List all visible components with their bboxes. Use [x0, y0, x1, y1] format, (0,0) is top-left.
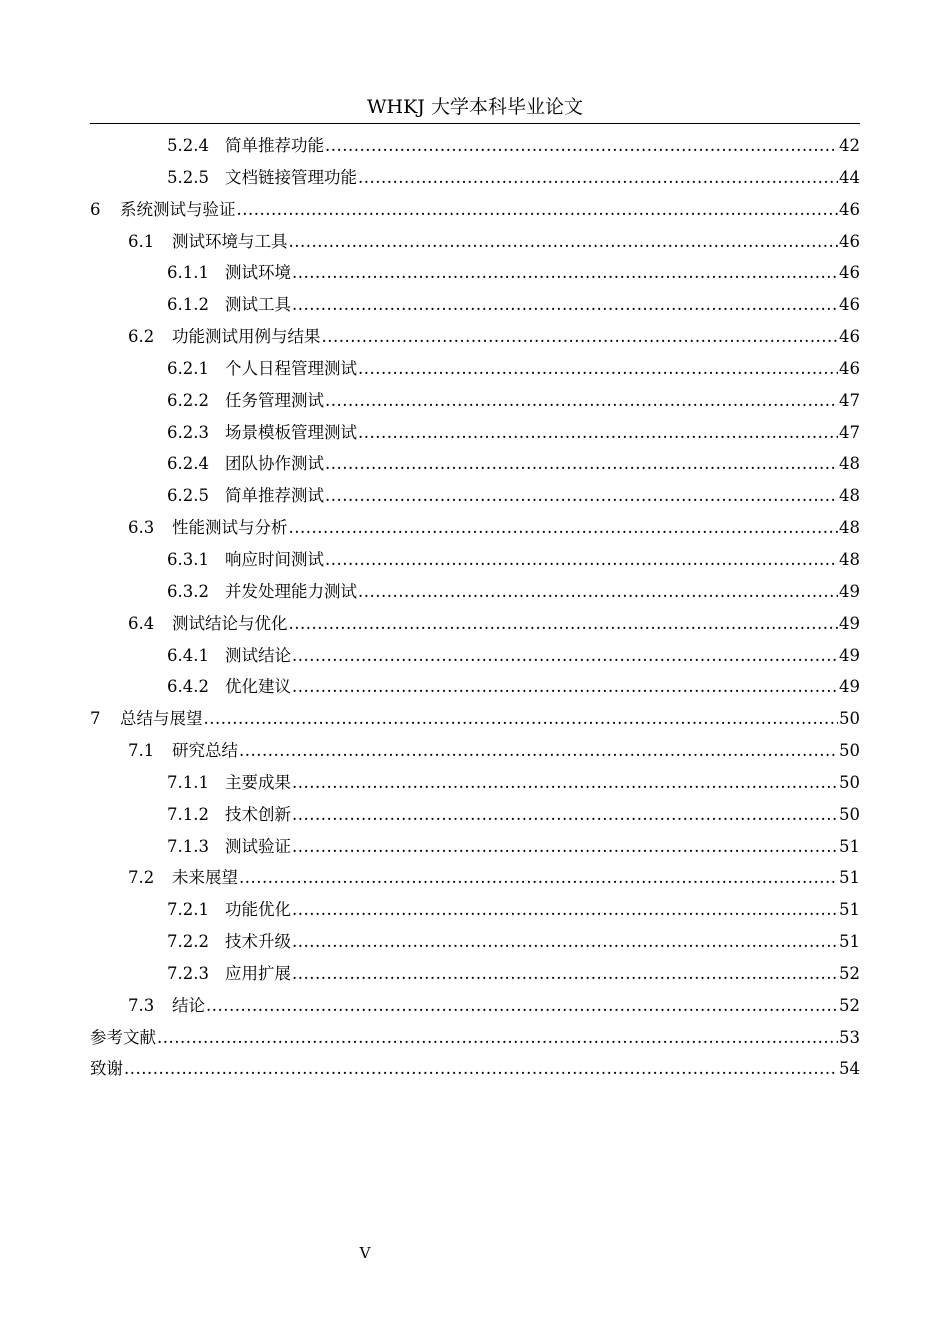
toc-entry-page: 49	[839, 645, 860, 665]
toc-entry-number: 7.2.1	[167, 900, 209, 920]
toc-entry-number: 6	[90, 199, 101, 219]
toc-dot-leader	[292, 958, 838, 990]
toc-entry[interactable]	[90, 480, 860, 512]
toc-entry-page: 46	[839, 231, 860, 251]
toc-entry[interactable]	[90, 831, 860, 863]
toc-dot-leader	[358, 353, 838, 385]
toc-dot-leader	[322, 321, 839, 353]
toc-entry-title: 响应时间测试	[225, 549, 324, 569]
toc-entry-title: 致谢	[90, 1059, 123, 1079]
toc-dot-leader	[289, 226, 839, 258]
toc-dot-leader	[325, 130, 838, 162]
toc-dot-leader	[292, 894, 838, 926]
toc-entry-title: 技术创新	[225, 804, 291, 824]
toc-entry[interactable]	[90, 862, 860, 894]
toc-entry-number: 6.3.1	[167, 549, 209, 569]
toc-entry-number: 7.2.3	[167, 963, 209, 983]
toc-entry[interactable]	[90, 640, 860, 672]
toc-entry-number: 6.4.1	[167, 645, 209, 665]
toc-entry-number: 7.1.3	[167, 836, 209, 856]
toc-entry[interactable]	[90, 162, 860, 194]
toc-entry-title: 并发处理能力测试	[225, 581, 357, 601]
toc-dot-leader	[292, 640, 838, 672]
toc-dot-leader	[157, 1022, 838, 1054]
toc-entry-title: 测试环境与工具	[172, 231, 288, 251]
toc-entry-title: 研究总结	[172, 741, 238, 761]
toc-dot-leader	[358, 576, 838, 608]
toc-entry[interactable]	[90, 958, 860, 990]
toc-entry-number: 6.2.1	[167, 358, 209, 378]
toc-entry-title: 主要成果	[225, 772, 291, 792]
toc-entry[interactable]	[90, 735, 860, 767]
toc-dot-leader	[292, 926, 838, 958]
toc-entry[interactable]	[90, 767, 860, 799]
toc-dot-leader	[292, 257, 838, 289]
toc-entry-number: 7.1	[128, 741, 155, 761]
toc-entry[interactable]	[90, 671, 860, 703]
toc-entry-title: 系统测试与验证	[120, 199, 236, 219]
toc-entry-number: 6.2.5	[167, 486, 209, 506]
page-header-title: WHKJ 大学本科毕业论文	[367, 96, 583, 118]
toc-dot-leader	[292, 671, 838, 703]
toc-entry[interactable]	[90, 576, 860, 608]
toc-entry-number: 7.2	[128, 868, 155, 888]
toc-entry-number: 6.3	[128, 518, 155, 538]
toc-entry-title: 测试验证	[225, 836, 291, 856]
toc-entry-page: 51	[839, 900, 860, 920]
toc-entry-page: 49	[839, 677, 860, 697]
toc-dot-leader	[289, 608, 839, 640]
toc-entry-page: 50	[839, 772, 860, 792]
toc-entry-page: 48	[839, 486, 860, 506]
toc-dot-leader	[358, 162, 838, 194]
toc-entry[interactable]	[90, 926, 860, 958]
toc-entry-number: 6.2.2	[167, 390, 209, 410]
toc-entry-page: 42	[839, 136, 860, 155]
toc-entry-page: 47	[839, 390, 860, 410]
toc-entry-title: 测试工具	[225, 295, 291, 315]
toc-entry-title: 性能测试与分析	[172, 518, 288, 538]
toc-entry[interactable]	[90, 321, 860, 353]
toc-entry[interactable]	[90, 990, 860, 1022]
toc-entry-page: 50	[839, 804, 860, 824]
toc-entry[interactable]	[90, 417, 860, 449]
toc-entry[interactable]	[90, 257, 860, 289]
toc-entry-page: 46	[839, 327, 860, 347]
toc-entry[interactable]	[90, 353, 860, 385]
toc-entry-title: 参考文献	[90, 1027, 156, 1047]
toc-entry-page: 46	[839, 295, 860, 315]
toc-entry-title: 未来展望	[172, 868, 238, 888]
toc-entry-title: 测试环境	[225, 263, 291, 283]
toc-entry-title: 任务管理测试	[225, 390, 324, 410]
toc-entry[interactable]	[90, 289, 860, 321]
toc-entry[interactable]	[90, 385, 860, 417]
toc-dot-leader	[237, 194, 839, 226]
toc-entry[interactable]	[90, 1022, 860, 1054]
toc-dot-leader	[292, 799, 838, 831]
toc-entry-number: 7.1.2	[167, 804, 209, 824]
toc-entry-title: 简单推荐测试	[225, 486, 324, 506]
toc-entry-number: 5.2.4	[167, 136, 209, 155]
toc-dot-leader	[325, 448, 838, 480]
toc-dot-leader	[325, 385, 838, 417]
toc-dot-leader	[289, 512, 839, 544]
page-number: V	[359, 1244, 371, 1262]
toc-entry[interactable]	[90, 226, 860, 258]
toc-entry-number: 7.2.2	[167, 932, 209, 952]
toc-entry-page: 54	[839, 1059, 860, 1079]
toc-entry-number: 6.4.2	[167, 677, 209, 697]
toc-entry-title: 团队协作测试	[225, 454, 324, 474]
toc-entry-title: 结论	[172, 995, 205, 1015]
toc-entry[interactable]	[90, 894, 860, 926]
toc-entry-page: 51	[839, 932, 860, 952]
toc-dot-leader	[239, 862, 838, 894]
toc-dot-leader	[325, 480, 838, 512]
toc-entry-page: 50	[839, 741, 860, 761]
toc-dot-leader	[292, 767, 838, 799]
toc-entry[interactable]	[90, 512, 860, 544]
toc-entry-page: 48	[839, 549, 860, 569]
toc-entry-title: 优化建议	[225, 677, 291, 697]
toc-entry-title: 文档链接管理功能	[225, 167, 357, 187]
toc-entry-page: 49	[839, 613, 860, 633]
toc-entry-page: 51	[839, 868, 860, 888]
toc-entry[interactable]	[90, 194, 860, 226]
toc-entry-page: 51	[839, 836, 860, 856]
toc-entry-number: 6.1	[128, 231, 155, 251]
toc-entry-number: 7.3	[128, 995, 155, 1015]
toc-entry-page: 46	[839, 358, 860, 378]
toc-entry-page: 48	[839, 518, 860, 538]
toc-entry-title: 功能优化	[225, 900, 291, 920]
toc-entry[interactable]	[90, 608, 860, 640]
toc-entry[interactable]	[90, 1053, 860, 1085]
toc-dot-leader	[292, 831, 838, 863]
toc-entry-page: 52	[839, 995, 860, 1015]
toc-entry-title: 应用扩展	[225, 963, 291, 983]
toc-entry-number: 6.1.1	[167, 263, 209, 283]
toc-entry-page: 46	[839, 199, 860, 219]
toc-entry-title: 测试结论	[225, 645, 291, 665]
toc-dot-leader	[206, 990, 838, 1022]
toc-entry-number: 6.1.2	[167, 295, 209, 315]
toc-entry-title: 场景模板管理测试	[225, 422, 357, 442]
toc-dot-leader	[124, 1053, 838, 1085]
toc-entry-page: 48	[839, 454, 860, 474]
toc-entry[interactable]	[90, 130, 860, 162]
toc-entry[interactable]	[90, 448, 860, 480]
toc-entry-number: 6.2.4	[167, 454, 209, 474]
toc-entry-page: 46	[839, 263, 860, 283]
toc-entry-number: 5.2.5	[167, 167, 209, 187]
toc-entry-number: 6.2.3	[167, 422, 209, 442]
toc-entry-title: 功能测试用例与结果	[172, 327, 321, 347]
toc-dot-leader	[325, 544, 838, 576]
toc-entry[interactable]	[90, 544, 860, 576]
toc-dot-leader	[358, 417, 838, 449]
toc-dot-leader	[292, 289, 838, 321]
toc-entry-title: 测试结论与优化	[172, 613, 288, 633]
table-of-contents	[90, 130, 860, 1085]
toc-entry-page: 50	[839, 709, 860, 729]
toc-entry-number: 6.3.2	[167, 581, 209, 601]
toc-entry-title: 技术升级	[225, 932, 291, 952]
toc-entry-page: 53	[839, 1027, 860, 1047]
toc-entry-title: 个人日程管理测试	[225, 358, 357, 378]
toc-entry-title: 简单推荐功能	[225, 136, 324, 155]
toc-entry-number: 6.2	[128, 327, 155, 347]
toc-entry[interactable]	[90, 703, 860, 735]
toc-entry-page: 49	[839, 581, 860, 601]
toc-entry-number: 6.4	[128, 613, 155, 633]
toc-entry-number: 7	[90, 709, 101, 729]
header-rule	[90, 123, 860, 124]
toc-entry-page: 52	[839, 963, 860, 983]
toc-entry-title: 总结与展望	[120, 709, 203, 729]
toc-entry-page: 47	[839, 422, 860, 442]
toc-entry-page: 44	[839, 167, 860, 187]
toc-entry-number: 7.1.1	[167, 772, 209, 792]
toc-dot-leader	[204, 703, 839, 735]
toc-entry[interactable]	[90, 799, 860, 831]
toc-dot-leader	[239, 735, 838, 767]
